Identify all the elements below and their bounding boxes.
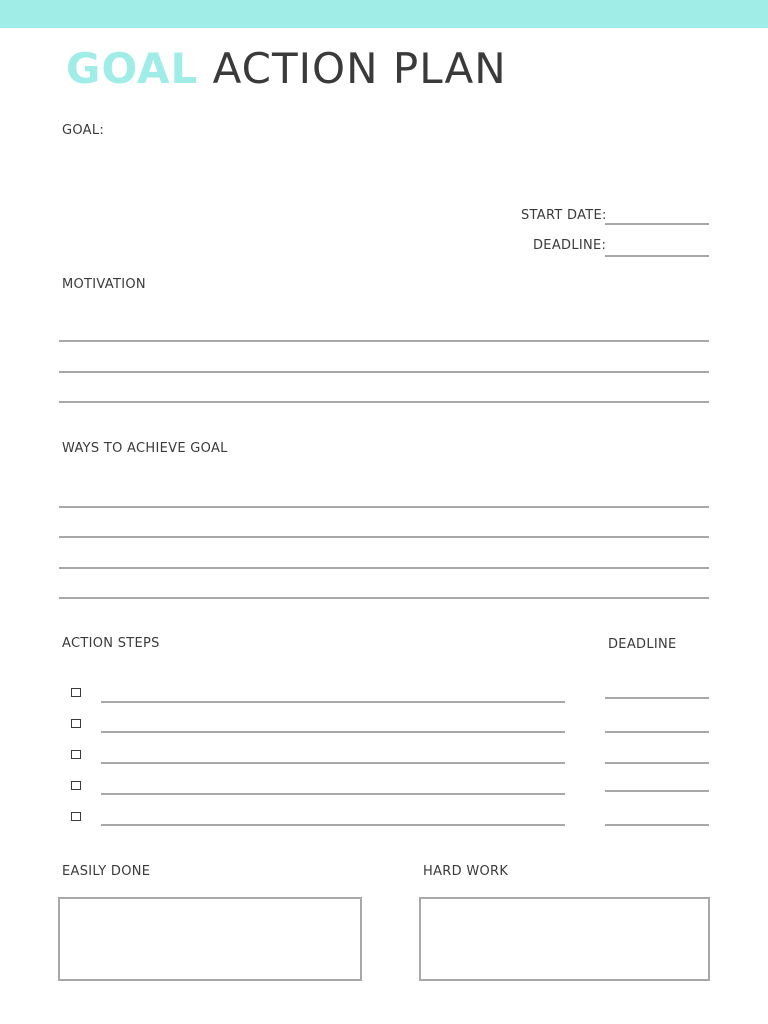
action-steps-label: ACTION STEPS bbox=[62, 636, 160, 651]
easily-done-box[interactable] bbox=[58, 897, 362, 981]
title-rest: ACTION PLAN bbox=[198, 44, 507, 93]
top-accent-bar bbox=[0, 0, 768, 28]
title-accent-word: GOAL bbox=[66, 44, 199, 93]
step-deadline-line[interactable] bbox=[605, 790, 709, 792]
ways-line[interactable] bbox=[59, 567, 709, 569]
hard-work-label: HARD WORK bbox=[423, 864, 509, 879]
ways-to-achieve-label: WAYS TO ACHIEVE GOAL bbox=[62, 441, 228, 456]
motivation-label: MOTIVATION bbox=[62, 277, 146, 292]
step-deadline-line[interactable] bbox=[605, 731, 709, 733]
hard-work-box[interactable] bbox=[419, 897, 710, 981]
motivation-line[interactable] bbox=[59, 401, 709, 403]
step-line[interactable] bbox=[101, 762, 565, 764]
motivation-line[interactable] bbox=[59, 371, 709, 373]
step-checkbox[interactable] bbox=[71, 781, 81, 790]
page-title bbox=[66, 42, 507, 96]
ways-line[interactable] bbox=[59, 597, 709, 599]
deadline-label: DEADLINE: bbox=[533, 238, 607, 253]
goal-label: GOAL: bbox=[62, 123, 105, 138]
step-checkbox[interactable] bbox=[71, 688, 81, 697]
start-date-label: START DATE: bbox=[521, 208, 607, 223]
step-deadline-line[interactable] bbox=[605, 824, 709, 826]
ways-line[interactable] bbox=[59, 506, 709, 508]
start-date-field[interactable] bbox=[605, 223, 709, 225]
step-line[interactable] bbox=[101, 824, 565, 826]
step-checkbox[interactable] bbox=[71, 812, 81, 821]
step-deadline-line[interactable] bbox=[605, 762, 709, 764]
action-deadline-label: DEADLINE bbox=[608, 637, 677, 652]
step-line[interactable] bbox=[101, 701, 565, 703]
step-checkbox[interactable] bbox=[71, 750, 81, 759]
deadline-field[interactable] bbox=[605, 255, 709, 257]
step-deadline-line[interactable] bbox=[605, 697, 709, 699]
ways-line[interactable] bbox=[59, 536, 709, 538]
step-line[interactable] bbox=[101, 793, 565, 795]
easily-done-label: EASILY DONE bbox=[62, 864, 151, 879]
step-line[interactable] bbox=[101, 731, 565, 733]
motivation-line[interactable] bbox=[59, 340, 709, 342]
step-checkbox[interactable] bbox=[71, 719, 81, 728]
